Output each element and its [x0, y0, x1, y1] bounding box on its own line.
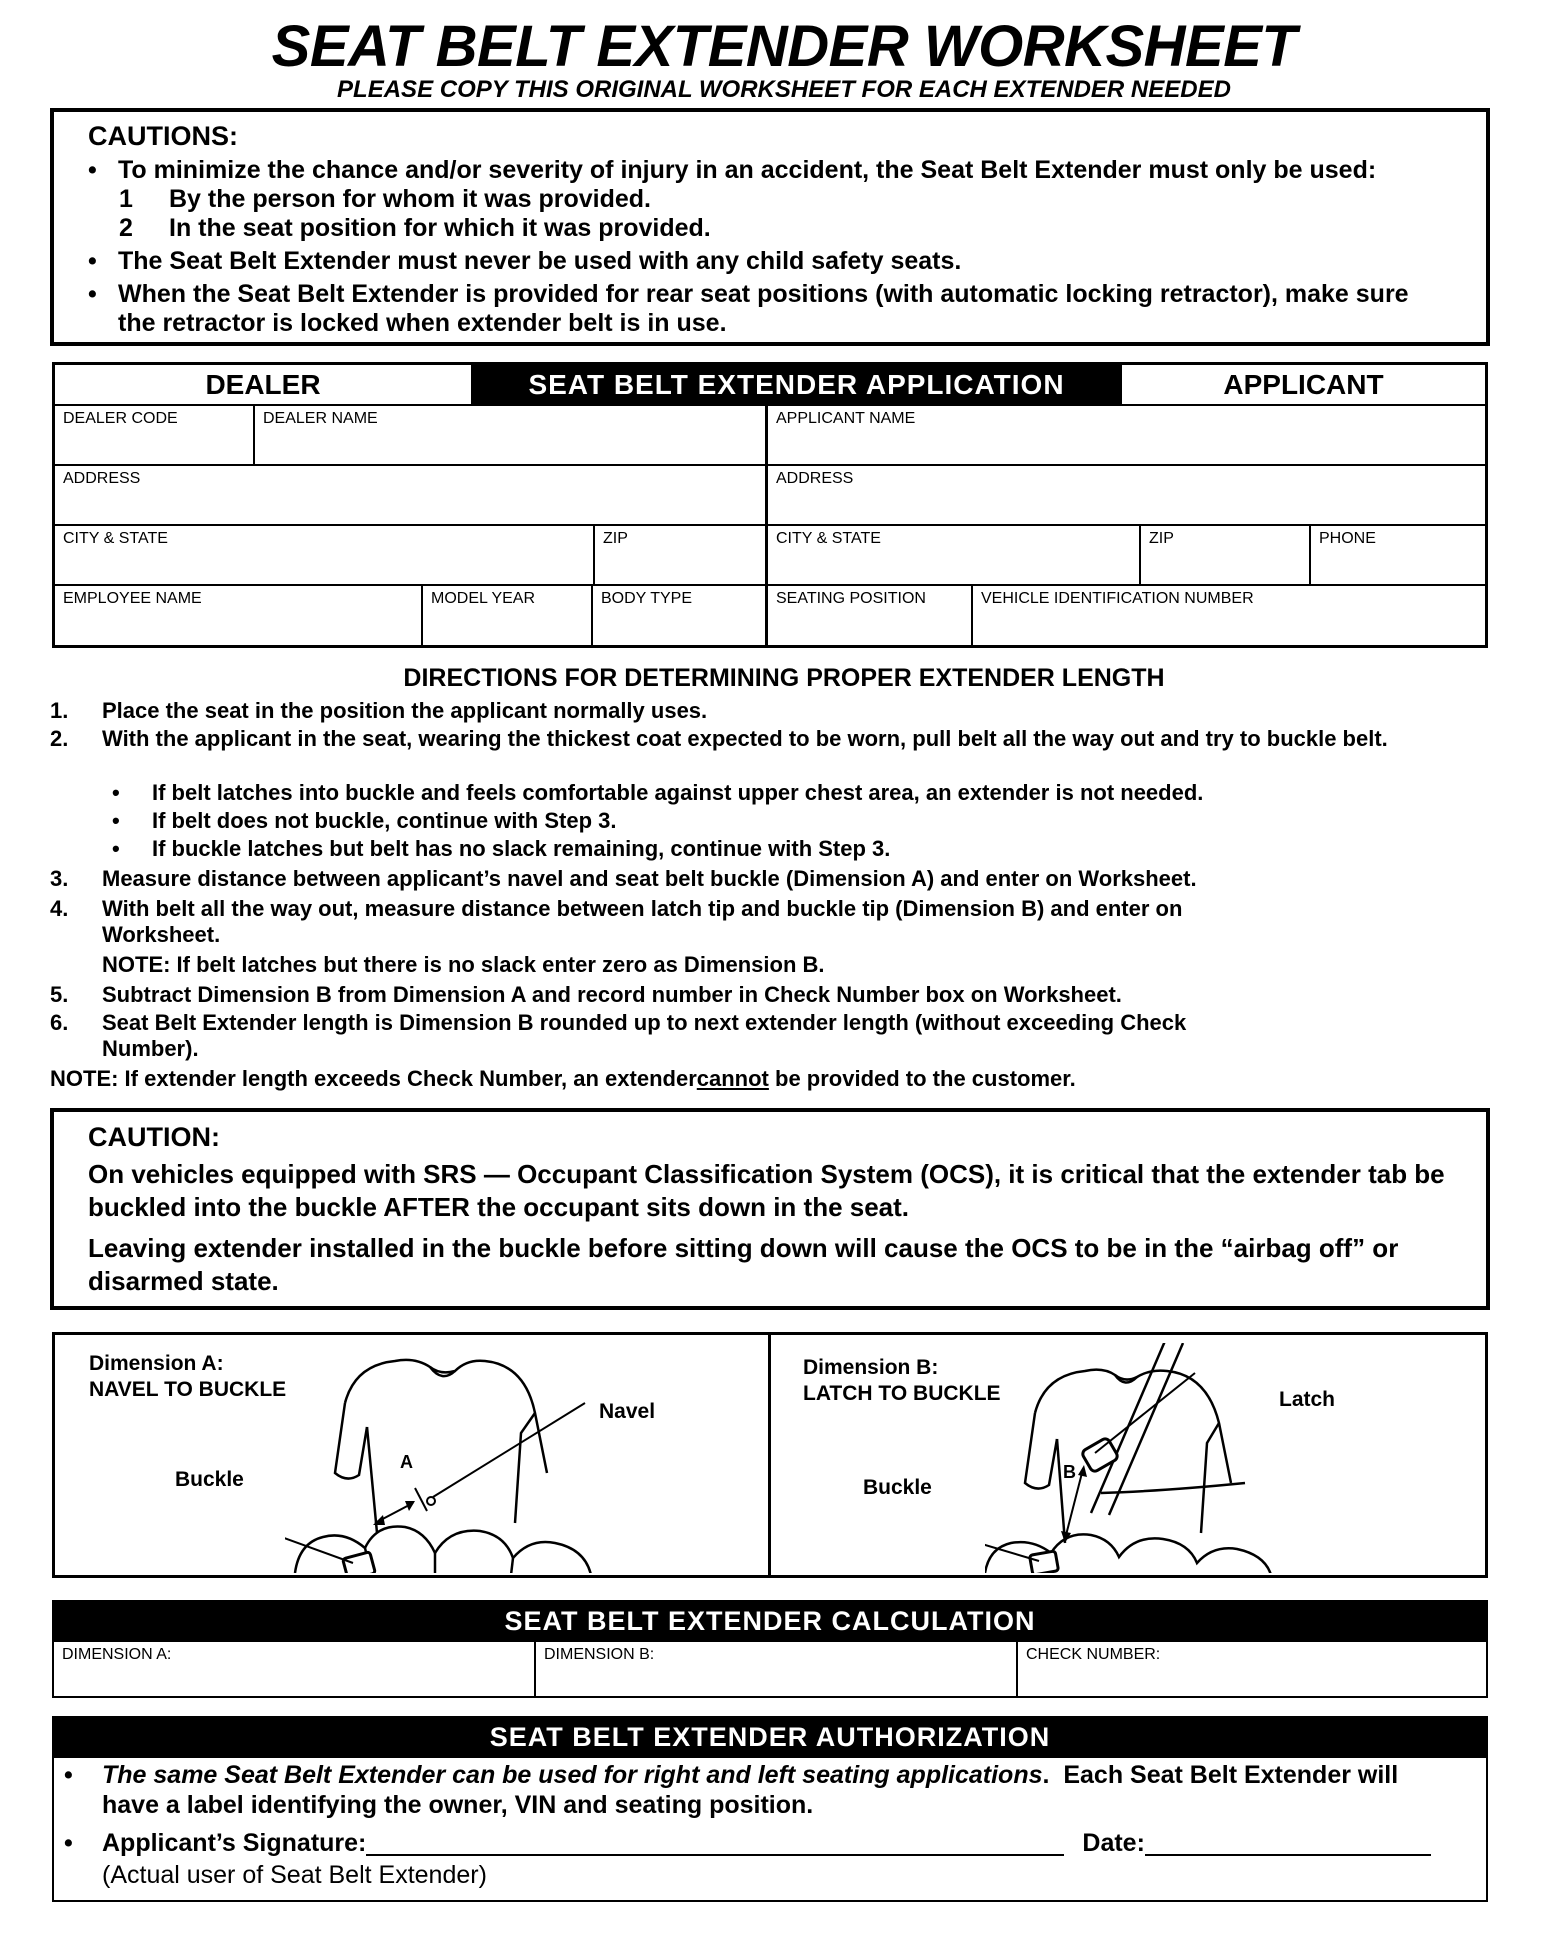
page-title: SEAT BELT EXTENDER WORKSHEET: [271, 14, 1297, 79]
caution-text: When the Seat Belt Extender is provided for rear seat positions (with automatic locking retractor), make sure the retractor is locked when extender belt is in use.: [118, 280, 1409, 337]
cautions-box: [50, 108, 1490, 346]
dimension-a-field[interactable]: DIMENSION A:: [62, 1646, 172, 1663]
signature-row: • Applicant’s Signature: Date:: [64, 1828, 1464, 1858]
letter-a-label: A: [400, 1452, 413, 1472]
direction-step: [50, 896, 1300, 948]
signature-line[interactable]: [366, 1828, 1064, 1856]
direction-bullet: • If belt does not buckle, continue with Step 3.: [112, 808, 617, 833]
letter-b-label: B: [1063, 1462, 1076, 1482]
step-number: 4.: [50, 896, 69, 921]
torso-illustration-a: [285, 1343, 655, 1573]
caution-paragraph: Leaving extender installed in the buckle before sitting down will cause the OCS to be in the “airbag off” or disarmed state.: [88, 1233, 1399, 1296]
step-text: Place the seat in the position the applicant normally uses.: [102, 698, 708, 723]
subitem-text: In the seat position for which it was provided.: [169, 214, 711, 242]
caution-text: The Seat Belt Extender must never be used with any child safety seats.: [118, 247, 962, 275]
torso-illustration-b: [985, 1343, 1315, 1573]
authorization-italic-text: The same Seat Belt Extender can be used for right and left seating applications: [102, 1761, 1043, 1789]
step-text: Measure distance between applicant’s navel and seat belt buckle (Dimension A) and enter on Worksheet.: [102, 866, 1197, 891]
direction-bullet: • If buckle latches but belt has no slack remaining, continue with Step 3.: [112, 836, 891, 861]
direction-bullet: • If belt latches into buckle and feels comfortable against upper chest area, an extender is not needed.: [112, 780, 1204, 805]
latch-label: Latch: [1279, 1388, 1336, 1411]
step-text: Subtract Dimension B from Dimension A and record number in Check Number box on Worksheet.: [102, 982, 1122, 1007]
authorization-header: SEAT BELT EXTENDER AUTHORIZATION: [52, 1716, 1488, 1758]
subitem-text: By the person for whom it was provided.: [169, 185, 652, 213]
step-number: 5.: [50, 982, 69, 1007]
bullet-text: If belt does not buckle, continue with Step 3.: [152, 808, 617, 833]
step-text: Seat Belt Extender length is Dimension B rounded up to next extender length (without exceeding Check Number).: [102, 1010, 1187, 1061]
direction-step: [50, 726, 1410, 752]
application-table: [52, 362, 1488, 648]
figure-divider: [768, 1335, 771, 1575]
dealer-zip-field[interactable]: ZIP: [593, 524, 767, 586]
dimension-b-field[interactable]: DIMENSION B:: [534, 1640, 1016, 1696]
note-emphasis: cannot: [696, 1066, 769, 1091]
date-label: Date:: [1082, 1829, 1145, 1857]
model-year-field[interactable]: MODEL YEAR: [421, 584, 593, 648]
caution-paragraph: On vehicles equipped with SRS — Occupant Classification System (OCS), it is critical that the extender tab be buckled into the buckle AFTER the occupant sits down in the seat.: [88, 1159, 1445, 1222]
bullet-text: If buckle latches but belt has no slack remaining, continue with Step 3.: [152, 836, 891, 861]
caution-heading: CAUTION:: [88, 1122, 220, 1152]
caution-bullet: • To minimize the chance and/or severity of injury in an accident, the Seat Belt Extender must only be used:: [88, 156, 1377, 184]
direction-step: [50, 698, 1530, 724]
body-type-field[interactable]: BODY TYPE: [591, 584, 767, 648]
direction-step: [50, 866, 1530, 892]
bullet-text: If belt latches into buckle and feels comfortable against upper chest area, an extender is not needed.: [152, 780, 1204, 805]
navel-label: Navel: [599, 1400, 656, 1423]
step-text: With belt all the way out, measure distance between latch tip and buckle tip (Dimension B) and enter on Worksheet.: [102, 896, 1183, 947]
directions-heading: DIRECTIONS FOR DETERMINING PROPER EXTENDER LENGTH: [403, 664, 1165, 692]
step-number: 1.: [50, 698, 69, 723]
dealer-code-field[interactable]: DEALER CODE: [53, 404, 253, 466]
caution-subitem: [88, 185, 1452, 214]
caution-bullet: • When the Seat Belt Extender is provided for rear seat positions (with automatic locking retractor), make sure the retractor is locked when extender belt is in use.: [88, 280, 1452, 338]
signature-label: Applicant’s Signature:: [102, 1829, 367, 1857]
applicant-city-state-field[interactable]: CITY & STATE: [765, 524, 1141, 586]
subitem-number: 1: [119, 185, 133, 213]
vin-field[interactable]: VEHICLE IDENTIFICATION NUMBER: [971, 584, 1487, 648]
step-text: With the applicant in the seat, wearing the thickest coat expected to be worn, pull belt all the way out and try to buckle belt.: [102, 726, 1388, 751]
direction-step: [50, 982, 1530, 1008]
seating-position-field[interactable]: SEATING POSITION: [765, 584, 973, 648]
buckle-label-b: Buckle: [863, 1476, 932, 1499]
application-header: SEAT BELT EXTENDER APPLICATION: [471, 365, 1122, 405]
authorization-bullet: • The same Seat Belt Extender can be used for right and left seating applications. Each Seat Belt Extender will have a label identifying the owner, VIN and seating position.: [64, 1760, 1444, 1820]
date-line[interactable]: [1145, 1828, 1431, 1856]
applicant-phone-field[interactable]: PHONE: [1309, 524, 1487, 586]
authorization-text: [102, 1760, 1444, 1820]
page-subtitle: PLEASE COPY THIS ORIGINAL WORKSHEET FOR EACH EXTENDER NEEDED: [337, 76, 1231, 103]
caution-bullet: • The Seat Belt Extender must never be used with any child safety seats.: [88, 247, 962, 275]
dimension-a-title: Dimension A:: [89, 1352, 224, 1375]
step-number: 3.: [50, 866, 69, 891]
note-text: NOTE: If extender length exceeds Check Number, an extender: [50, 1066, 697, 1091]
cautions-heading: CAUTIONS:: [88, 121, 238, 151]
subitem-number: 2: [119, 214, 133, 242]
authorization-rest-text: . Each Seat Belt Extender will have a label identifying the owner, VIN and seating position.: [102, 1761, 1406, 1819]
direction-final-note: [50, 1066, 1530, 1092]
dimension-b-title: Dimension B:: [803, 1356, 939, 1379]
authorization-box: [52, 1756, 1488, 1902]
direction-step: [50, 1010, 1280, 1062]
dealer-name-field[interactable]: DEALER NAME: [253, 404, 767, 466]
signature-note: (Actual user of Seat Belt Extender): [102, 1861, 487, 1889]
calculation-header: SEAT BELT EXTENDER CALCULATION: [52, 1600, 1488, 1642]
caution-subitem: [88, 214, 1452, 243]
dimension-b-subtitle: LATCH TO BUCKLE: [803, 1382, 1001, 1405]
applicant-address-field[interactable]: ADDRESS: [765, 464, 1487, 526]
step-number: 6.: [50, 1010, 69, 1035]
note-text: be provided to the customer.: [768, 1066, 1076, 1091]
dealer-header: DEALER: [205, 369, 321, 400]
direction-note: NOTE: If belt latches but there is no slack enter zero as Dimension B.: [102, 952, 825, 977]
applicant-zip-field[interactable]: ZIP: [1139, 524, 1311, 586]
dimension-a-subtitle: NAVEL TO BUCKLE: [89, 1378, 287, 1401]
caution-text: To minimize the chance and/or severity of injury in an accident, the Seat Belt Extender must only be used:: [118, 156, 1377, 184]
ocs-caution-box: [50, 1108, 1490, 1310]
dealer-address-field[interactable]: ADDRESS: [53, 464, 767, 526]
applicant-name-field[interactable]: APPLICANT NAME: [765, 404, 1487, 466]
dealer-city-state-field[interactable]: CITY & STATE: [53, 524, 595, 586]
dimension-figures: [52, 1332, 1488, 1578]
buckle-label-a: Buckle: [175, 1468, 244, 1491]
employee-name-field[interactable]: EMPLOYEE NAME: [53, 584, 423, 648]
step-number: 2.: [50, 726, 69, 751]
check-number-field[interactable]: CHECK NUMBER:: [1016, 1640, 1486, 1696]
applicant-header: APPLICANT: [1223, 369, 1384, 400]
calculation-row: [52, 1640, 1488, 1698]
